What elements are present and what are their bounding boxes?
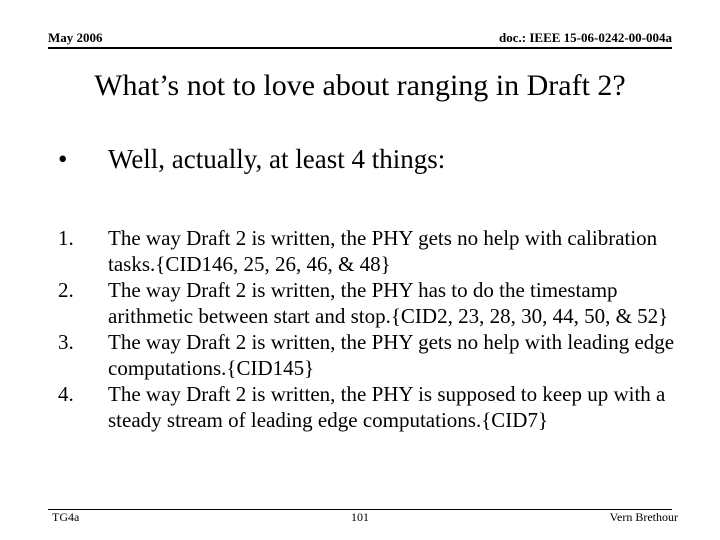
bullet-point [58,142,445,176]
list-item [58,225,678,277]
numbered-list [58,225,678,433]
header-divider [48,47,672,49]
list-item-text: The way Draft 2 is written, the PHY gets no help with calibration tasks.{CID146, 25, 26, 46, & 48} [108,226,658,276]
footer-author: Vern Brethour [609,510,678,524]
bullet-text: Well, actually, at least 4 things: [108,144,446,174]
list-item [58,329,678,381]
footer-page-number: 101 [351,510,369,524]
list-item [58,381,678,433]
list-item-number: 3. [58,330,74,354]
list-item-number: 1. [58,226,74,250]
list-item-number: 2. [58,278,74,302]
list-item-text: The way Draft 2 is written, the PHY has to do the timestamp arithmetic between start and stop.{CID2, 23, 28, 30, 44, 50, & 52} [108,278,669,328]
footer-group: TG4a [52,510,80,524]
slide-title: What’s not to love about ranging in Draft 2? [94,69,626,102]
list-item [58,277,678,329]
header-doc-id: doc.: IEEE 15-06-0242-00-004a [499,30,672,45]
list-item-text: The way Draft 2 is written, the PHY gets no help with leading edge computations.{CID145} [108,330,675,380]
bullet-symbol: • [58,144,68,174]
list-item-text: The way Draft 2 is written, the PHY is supposed to keep up with a steady stream of leading edge computations.{CID7} [108,382,666,432]
list-item-number: 4. [58,382,74,406]
header-date: May 2006 [48,30,103,45]
